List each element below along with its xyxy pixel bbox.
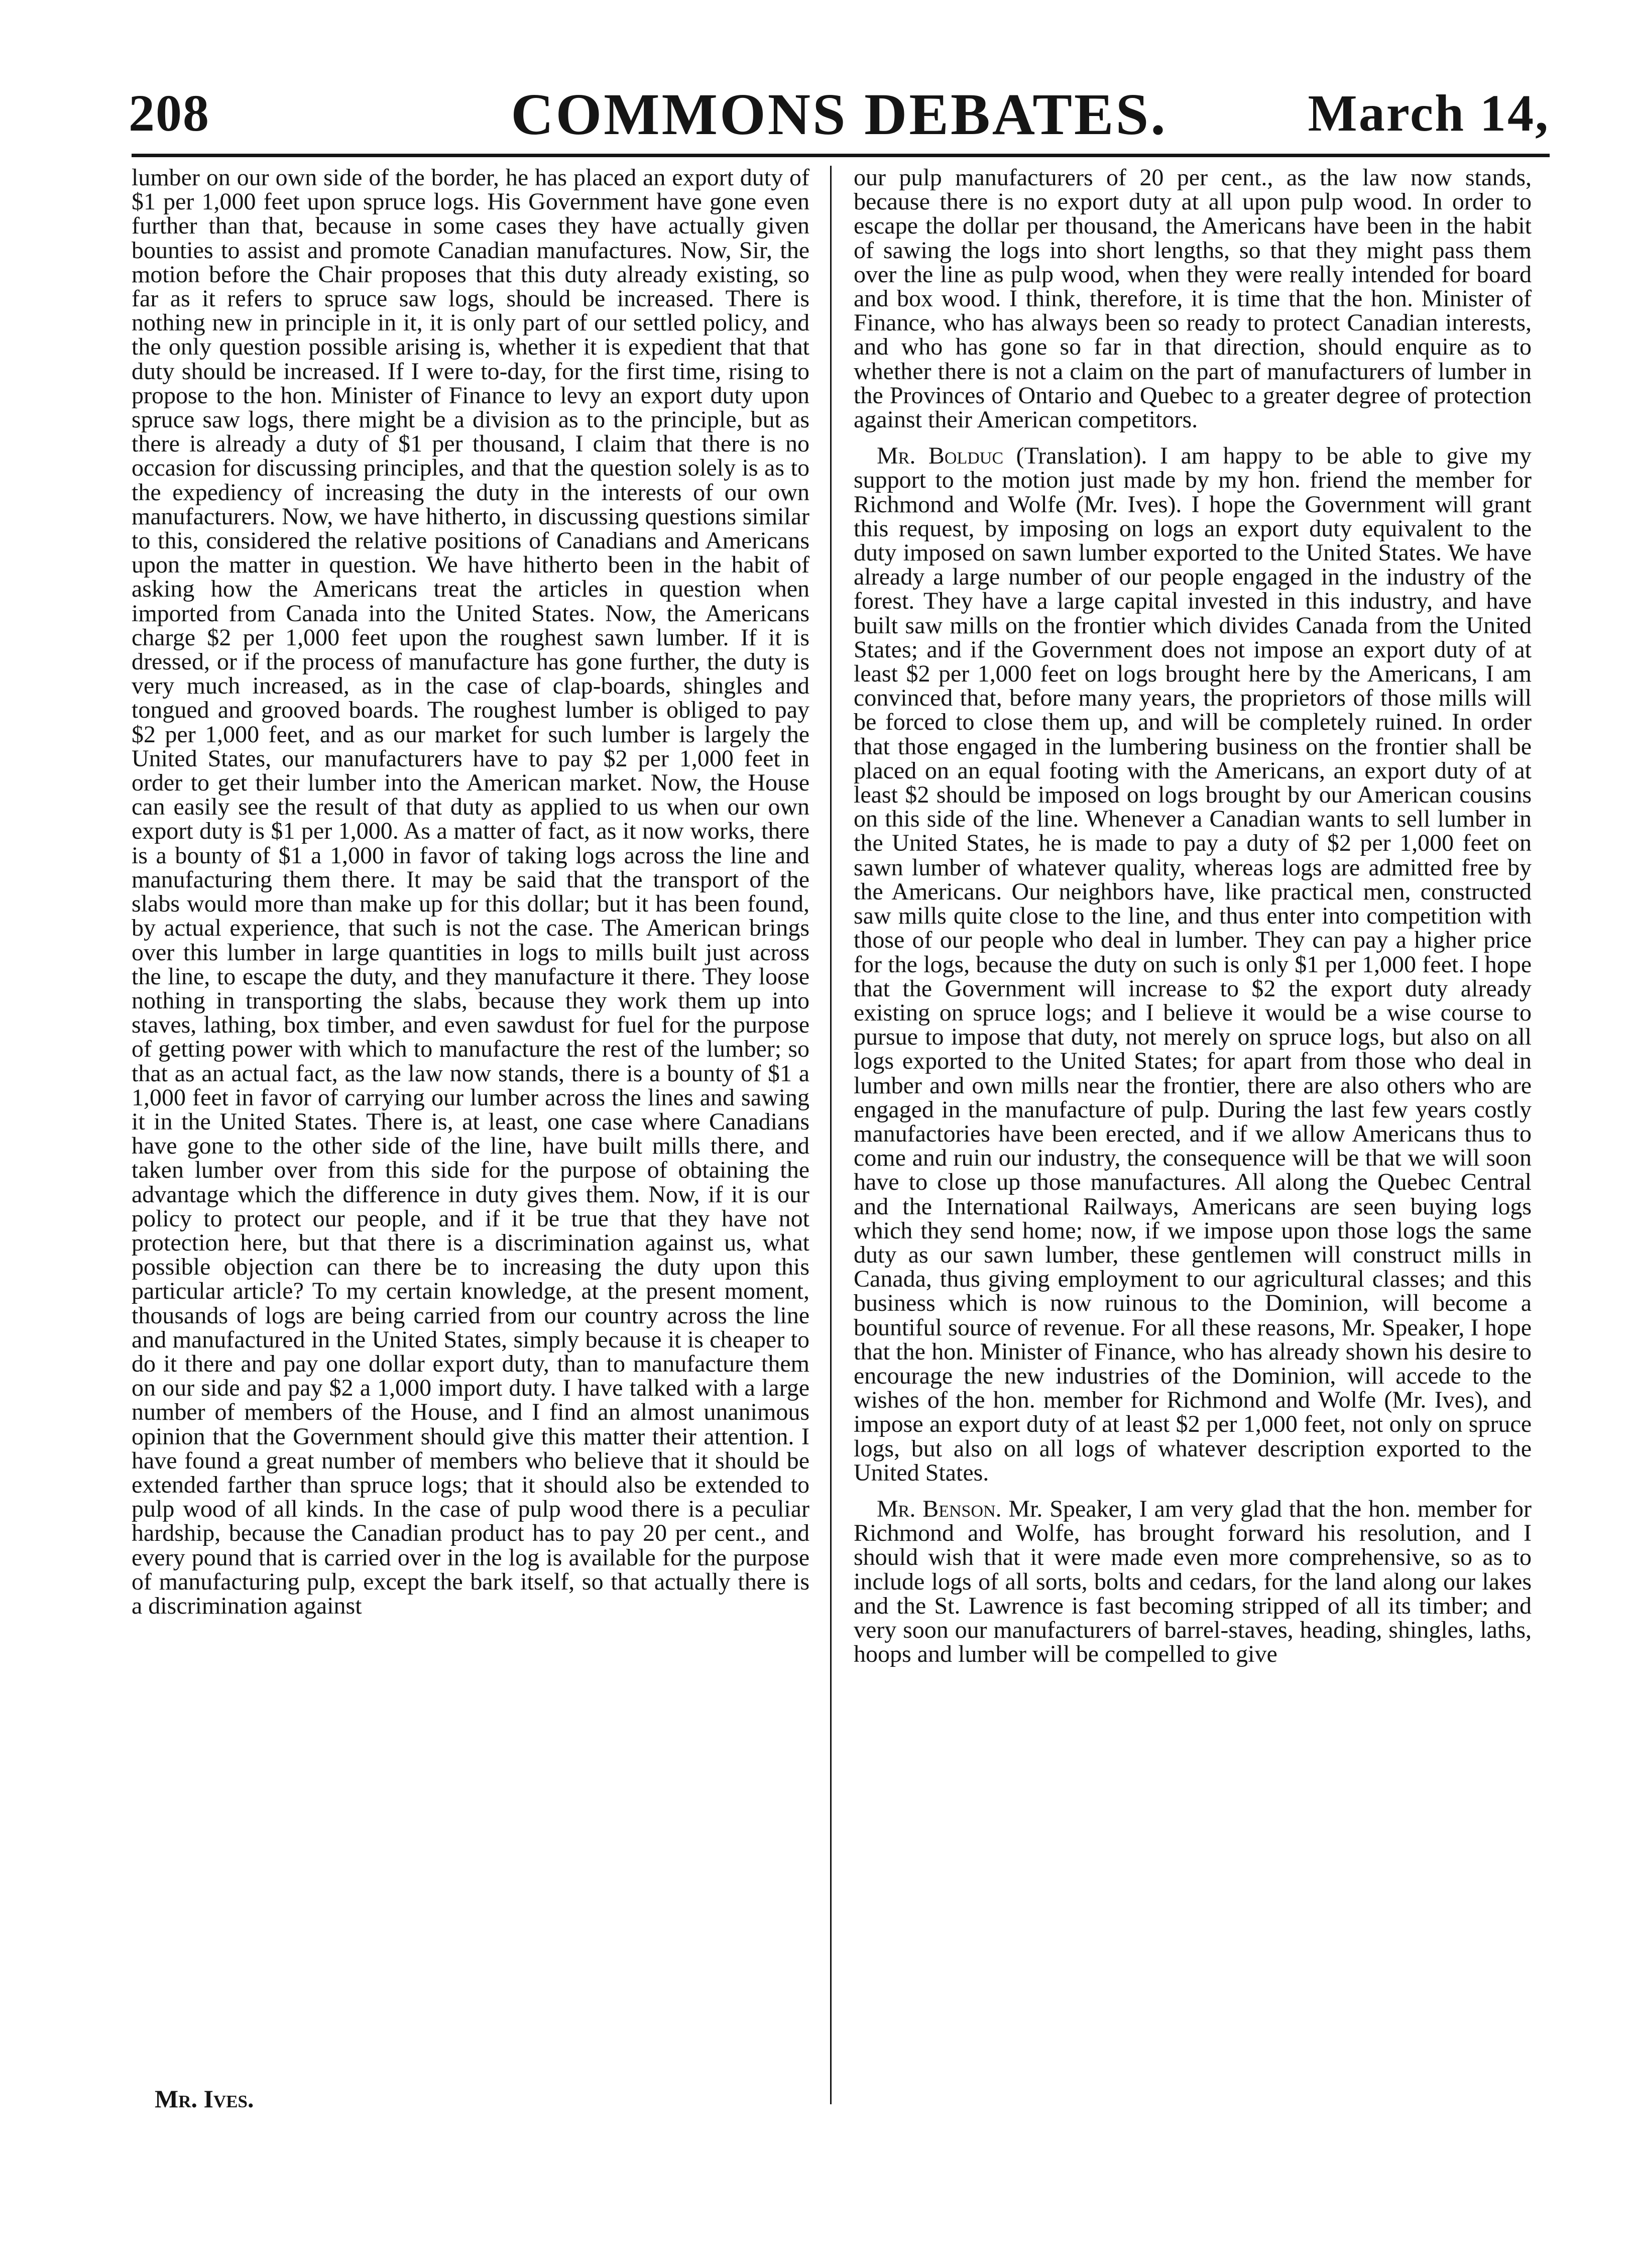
page-title: COMMONS DEBATES. — [511, 81, 1168, 147]
column-divider — [830, 166, 832, 2104]
right-paragraph-1: our pulp manufacturers of 20 per cent., as the law now stands, because there is no export duty at all upon pulp wood. In order to escape the dollar per thousand, the Americans have been in the habit of sawing the logs into short lengths, so that they might pass them over the line as pulp wood, when they were really intended for board and box wood. I think, therefore, it is time that the hon. Minister of Finance, who has always been so ready to protect Canadian interests, and who has gone so far in that direction, should enquire as to whether there is not a claim on the part of manufacturers of lumber in the Provinces of Ontario and Quebec to a greater degree of protection against their American competitors. — [854, 164, 1532, 433]
header-rule — [132, 154, 1550, 157]
page-date: March 14, — [1308, 84, 1550, 142]
speech-bolduc — [854, 444, 1532, 1485]
speaker-name-benson: Mr. Benson. — [877, 1495, 1002, 1522]
speech-text-bolduc: (Translation). I am happy to be able to give my support to the motion just made by my hon. friend the member for Richmond and Wolfe (Mr. Ives). I hope the Government will grant this request, by imposing on logs an export duty equivalent to the duty imposed on sawn lumber exported to the United States. We have already a large number of our people engaged in the industry of the forest. They have a large capital invested in this industry, and have built saw mills on the frontier which divides Canada from the United States; and if the Government does not impose an export duty of at least $2 per 1,000 feet on logs brought here by the Americans, I am convinced that, before many years, the proprietors of those mills will be forced to close them up, and will be completely ruined. In order that those engaged in the lumbering business on the frontier shall be placed on an equal footing with the Americans, an export duty of at least $2 should be imposed on logs brought by our American cousins on this side of the line. Whenever a Canadian wants to sell lumber in the United States, he is made to pay a duty of $2 per 1,000 feet on sawn lumber of whatever quality, whereas logs are admitted free by the Americans. Our neighbors have, like practical men, constructed saw mills quite close to the line, and thus enter into competition with those of our people who deal in lumber. They can pay a higher price for the logs, because the duty on such is only $1 per 1,000 feet. I hope that the Government will increase to $2 the export duty already existing on spruce logs; and I believe it would be a wise course to pursue to impose that duty, not merely on spruce logs, but also on all logs exported to the United States; for apart from those who deal in lumber and own mills near the frontier, there are also others who are engaged in the manufacture of pulp. During the last few years costly manufactories have been erected, and if we allow Americans thus to come and ruin our industry, the consequence will be that we will soon have to close up those manufactures. All along the Quebec Central and the International Railways, Americans are seen buying logs which they send home; now, if we impose upon those logs the same duty as our sawn lumber, these gentlemen will construct mills in Canada, thus giving employment to our agricultural classes; and this business which is now ruinous to the Dominion, will become a bountiful source of revenue. For all these reasons, Mr. Speaker, I hope that the hon. Minister of Finance, who has already shown his desire to encourage the new industries of the Dominion, will accede to the wishes of the hon. member for Richmond and Wolfe (Mr. Ives), and impose an export duty of at least $2 per 1,000 feet, not only on spruce logs, but also on all logs of whatever description exported to the United States. — [854, 442, 1532, 1486]
speaker-name-bolduc: Mr. Bolduc — [877, 442, 1004, 470]
page-header — [129, 80, 1550, 146]
left-paragraph-1: lumber on our own side of the border, he has placed an export duty of $1 per 1,000 feet upon spruce logs. His Government have gone even further than that, because in some cases they have actually given bounties to assist and promote Canadian manufactures. Now, Sir, the motion before the Chair proposes that this duty already existing, so far as it refers to spruce saw logs, should be increased. There is nothing new in principle in it, it is only part of our settled policy, and the only question possible arising is, whether it is expedient that that duty should be increased. If I were to-day, for the first time, rising to propose to the hon. Minister of Finance to levy an export duty upon spruce saw logs, there might be a division as to the principle, but as there is already a duty of $1 per thousand, I claim that there is no occasion for discussing principles, and that the question solely is as to the expediency of increasing the duty in the interests of our own manufacturers. Now, we have hitherto, in discussing questions similar to this, considered the relative positions of Canadians and Americans upon the matter in question. We have hitherto been in the habit of asking how the Americans treat the articles in question when imported from Canada into the United States. Now, the Americans charge $2 per 1,000 feet upon the roughest sawn lumber. If it is dressed, or if the process of manufacture has gone further, the duty is very much increased, as in the case of clap-boards, shingles and tongued and grooved boards. The roughest lumber is obliged to pay $2 per 1,000 feet, and as our market for such lumber is largely the United States, our manufacturers have to pay $2 per 1,000 feet in order to get their lumber into the American market. Now, the House can easily see the result of that duty as applied to us when our own export duty is $1 per 1,000. As a matter of fact, as it now works, there is a bounty of $1 a 1,000 in favor of taking logs across the line and manufacturing them there. It may be said that the transport of the slabs would more than make up for this dollar; but it has been found, by actual experience, that such is not the case. The American brings over this lumber in large quantities in logs to mills built just across the line, to escape the duty, and they manufacture it there. They loose nothing in transporting the slabs, because they work them up into staves, lathing, box timber, and even sawdust for fuel for the purpose of getting power with which to manufacture the rest of the lumber; so that as an actual fact, as the law now stands, there is a bounty of $1 a 1,000 feet in favor of carrying our lumber across the lines and sawing it in the United States. There is, at least, one case where Canadians have gone to the other side of the line, have built mills there, and taken lumber over from this side for the purpose of obtaining the advantage which the difference in duty gives them. Now, if it is our policy to protect our people, and if it be true that they have not protection here, but that there is a discrimination against us, what possible objection can there be to increasing the duty upon this particular article? To my certain knowledge, at the present moment, thousands of logs are being carried from our country across the line and manufactured in the United States, simply because it is cheaper to do it there and pay one dollar export duty, than to manufacture them on our side and pay $2 a 1,000 import duty. I have talked with a large number of members of the House, and I find an almost unanimous opinion that the Government should give this matter their attention. I have found a great number of members who believe that it should be extended farther than spruce logs; that it should also be extended to pulp wood of all kinds. In the case of pulp wood there is a peculiar hardship, because the Canadian product has to pay 20 per cent., and every pound that is carried over in the log is available for the purpose of manufacturing pulp, except the bark itself, so that actually there is a discrimination against — [132, 164, 809, 1619]
speech-benson — [854, 1497, 1532, 1666]
speech-text-benson: Mr. Speaker, I am very glad that the hon. member for Richmond and Wolfe, has brought forward his resolution, and I should wish that it were made even more comprehensive, so as to include logs of all sorts, bolts and cedars, for the land along our lakes and the St. Lawrence is fast becoming stripped of all its timber; and very soon our manufacturers of barrel-staves, heading, shingles, laths, hoops and lumber will be compelled to give — [854, 1495, 1532, 1668]
page-number: 208 — [129, 84, 210, 142]
left-column — [132, 166, 809, 1618]
footer-speaker-name: Mr. Ives. — [155, 2085, 254, 2113]
right-column — [854, 166, 1532, 1666]
